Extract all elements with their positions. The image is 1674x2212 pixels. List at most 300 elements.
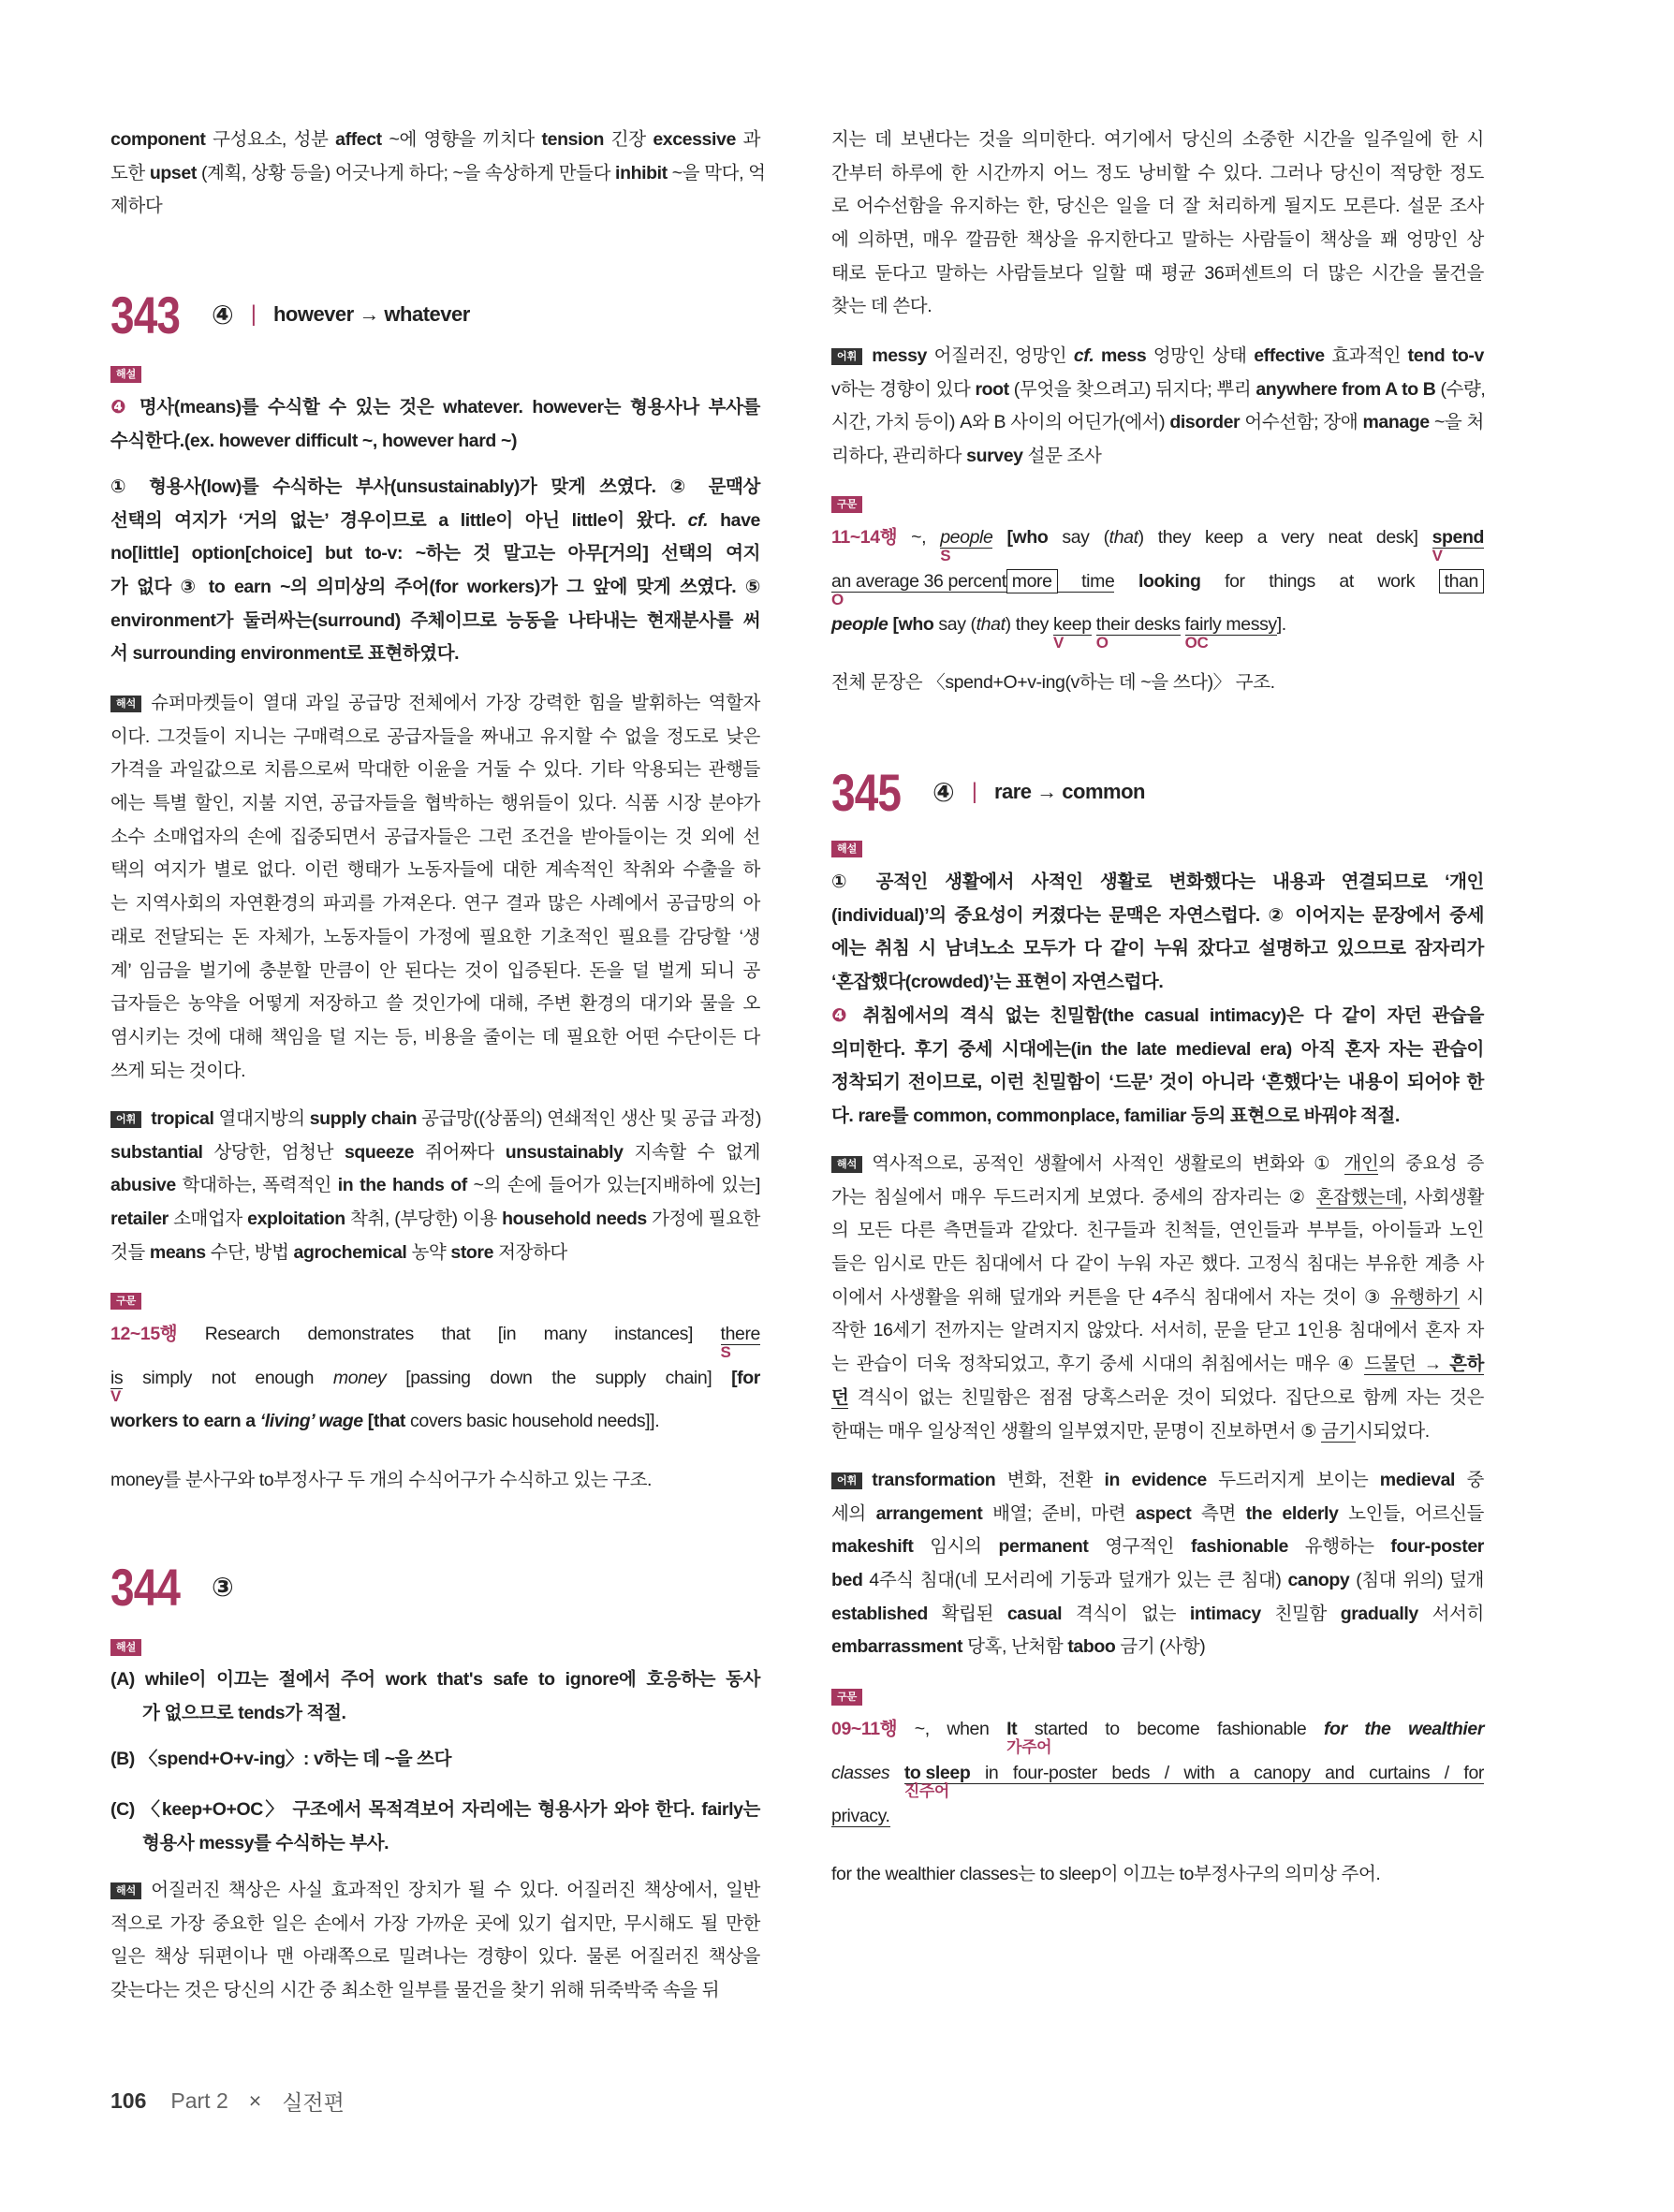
text-run: money를 분사구와 to부정사구 두 개의 수식어구가 수식하고 있는 구조. <box>110 1470 653 1490</box>
text-line <box>831 1498 1484 1531</box>
syntax-note <box>831 1858 1484 1892</box>
text-run: ~을 막다, 억 <box>667 162 766 183</box>
explanation-paragraph <box>831 866 1484 1000</box>
text-line <box>831 1248 1484 1282</box>
text-line <box>110 754 760 787</box>
text-line <box>831 1348 1484 1382</box>
text-run: , 사회생활 <box>1402 1186 1484 1208</box>
text-line <box>831 1797 1484 1841</box>
text-run: that <box>1109 527 1138 548</box>
text-run: 에는 특별 할인, 지불 지연, 공급자들을 협박하는 행위들이 있다. 식품 시장 분야가 <box>110 793 760 814</box>
answer-marker: ❹ <box>110 397 130 417</box>
text-run: 노인들, 어르신들 <box>1338 1502 1484 1524</box>
text-line <box>831 1000 1484 1033</box>
text-run: spend <box>1432 527 1484 548</box>
text-line <box>110 1359 760 1403</box>
annotated-phrase <box>720 1322 760 1361</box>
text-run: 가격을 과일값으로 치름으로써 막대한 이윤을 거둘 수 있다. 기타 악용되는 관행들 <box>110 759 760 781</box>
text-run: 로 어수선함을 유지하는 한, 당신은 일을 더 잘 처리하게 될지도 모른다. 설문 조사 <box>831 196 1484 217</box>
text-run: 배열; 준비, 마련 <box>982 1502 1136 1524</box>
text-run: (계획, 상황 등을) 어긋나게 하다; ~을 속상하게 만들다 <box>196 162 616 183</box>
text-run: 시되었다. <box>1356 1420 1430 1442</box>
text-run <box>1114 571 1138 592</box>
text-run: ① 형용사(low)를 수식하는 부사(unsustainably)가 맞게 쓰였다. ② 문맥상 <box>110 476 760 497</box>
text-run: 격식이 없는 <box>1062 1603 1190 1624</box>
text-line <box>831 374 1484 407</box>
text-line <box>110 687 760 721</box>
text-line <box>831 1564 1484 1598</box>
text-line <box>110 190 760 224</box>
text-run: 개인 <box>1344 1153 1379 1174</box>
text-run <box>889 1763 904 1783</box>
text-run: environment가 둘러싸는(surround) 주체이므로 능동을 나타내는 현재분사를 써 <box>110 609 760 631</box>
text-line <box>110 537 760 571</box>
text-run: 시간, 가치 등이) A와 B 사이의 어딘가(에서) <box>831 412 1170 433</box>
text-run: covers basic household needs]]. <box>405 1411 660 1431</box>
text-run: messy <box>872 345 927 366</box>
text-run: 제하다 <box>110 196 163 217</box>
explanation-paragraph <box>110 391 760 458</box>
text-run: 들은 임시로 만든 침대에서 다 같이 누워 자곤 했다. 고정식 침대는 부유한 계층 사 <box>831 1253 1484 1275</box>
text-run: gradually <box>1340 1603 1418 1624</box>
text-run: retailer <box>110 1209 169 1230</box>
section-label: 실전편 <box>282 2090 345 2115</box>
translation-paragraph <box>110 1874 760 2008</box>
text-line <box>110 471 760 505</box>
syntax-analysis <box>831 519 1484 650</box>
text-run: exploitation <box>247 1209 345 1230</box>
text-run: (individual)’의 중요성이 커졌다는 문맥은 자연스럽다. ② 이어지는 문장에서 중세 <box>831 904 1484 926</box>
text-run: 쓰게 되는 것이다. <box>110 1060 246 1081</box>
text-line <box>110 1743 760 1777</box>
text-run: excessive <box>653 129 736 150</box>
vocab-continuation <box>110 124 766 224</box>
text-line <box>110 1827 760 1861</box>
text-line <box>831 1033 1484 1067</box>
text-run: 래로 전달되는 돈 자체가, 노동자들이 가정에 필요한 기초적인 필요를 감당할 ‘생 <box>110 926 760 947</box>
text-run: money <box>332 1367 387 1388</box>
text-run: 변화, 전환 <box>995 1470 1105 1490</box>
text-run: 격식이 없는 친밀함은 점점 당혹스러운 것이 되었다. 집단으로 함께 자는 것은 <box>848 1386 1484 1408</box>
grammar-label: V <box>110 1386 121 1405</box>
text-run: 쥐어짜다 <box>414 1141 506 1163</box>
text-run: squeeze <box>344 1141 415 1163</box>
text-run: 이다. 그것들이 지니는 구매력으로 공급자들을 짜내고 유지할 수 없을 정도로 낮은 <box>110 725 760 747</box>
text-run: 갖는다는 것은 당신의 시간 중 최소한 일부를 물건을 찾기 위해 뒤죽박죽 속을 뒤 <box>110 1980 720 2001</box>
text-run: root <box>975 378 1009 400</box>
text-line <box>110 1402 760 1446</box>
text-line <box>831 1100 1484 1134</box>
text-line <box>110 721 760 754</box>
text-line <box>110 505 760 538</box>
text-run: 소매업자 <box>168 1209 248 1230</box>
text-run: canopy <box>1287 1570 1350 1591</box>
text-run: ‘living’ wage <box>259 1411 363 1431</box>
text-run: 중 <box>1455 1470 1484 1490</box>
text-run: agrochemical <box>293 1241 407 1263</box>
text-line <box>110 1794 760 1827</box>
text-line <box>831 406 1484 440</box>
text-line <box>831 1066 1484 1100</box>
text-run: 두드러지게 보이는 <box>1206 1470 1380 1490</box>
separator: | <box>250 301 257 327</box>
text-run: 는 관습이 더욱 정착되었고, 후기 중세 시대의 취침에서는 매우 ④ <box>831 1354 1365 1375</box>
text-line <box>110 637 760 671</box>
text-run: people <box>831 614 888 635</box>
text-run: permanent <box>998 1536 1089 1558</box>
text-line <box>110 1237 760 1270</box>
text-run: 친밀함 <box>1260 1603 1341 1624</box>
text-line <box>831 224 1484 257</box>
text-line <box>831 606 1484 650</box>
text-run: 영구적인 <box>1088 1536 1191 1558</box>
text-run: abusive <box>110 1175 176 1196</box>
explanation-paragraph <box>110 471 760 671</box>
annotated-phrase <box>1095 612 1181 652</box>
text-run: 소수 소매업자의 손에 집중되면서 공급자들은 그런 조건을 받아들이는 것 외에 선 <box>110 826 760 847</box>
text-run: cf. <box>1073 345 1094 366</box>
text-run: 형용사 messy를 수식하는 부사. <box>142 1832 389 1853</box>
text-run: affect <box>335 129 382 150</box>
text-run: transformation <box>872 1470 996 1490</box>
text-run: 태로 둔다고 말하는 사람들보다 일할 때 평균 36퍼센트의 더 많은 시간을 물건을 <box>831 262 1484 284</box>
text-run: casual <box>1006 1603 1063 1624</box>
explanation-item-c <box>110 1794 760 1860</box>
text-line <box>110 1974 760 2008</box>
text-run: 작한 16세기 전까지는 알려지지 않았다. 서서히, 문을 닫고 1인용 침대에서 혼자 자 <box>831 1320 1484 1341</box>
text-run: than <box>1439 569 1484 593</box>
text-run: ‘혼잡했다(crowded)’는 표현이 자연스럽다. <box>831 972 1164 993</box>
correction-summary: however → whatever <box>272 302 470 326</box>
text-run: say ( <box>933 614 976 635</box>
text-run: 염시키는 것에 대해 책임을 덜 지는 등, 비용을 줄이는 데 필요한 어떤 수단이든 다 <box>110 1026 760 1047</box>
text-line <box>110 1203 760 1237</box>
text-line <box>831 190 1484 224</box>
text-run: 어질러진 책상은 사실 효과적인 장치가 될 수 있다. 어질러진 책상에서, 일반 <box>151 1880 760 1900</box>
question-number: 345 <box>831 762 902 822</box>
answer-choice: ④ <box>932 777 955 807</box>
separator: | <box>971 779 977 804</box>
text-line <box>831 157 1484 191</box>
answer-choice: ③ <box>212 1572 234 1602</box>
text-run: the elderly <box>1245 1502 1339 1524</box>
text-run: 슈퍼마켓들이 열대 과일 공급망 전체에서 가장 강력한 힘을 발휘하는 역할자 <box>151 693 760 713</box>
text-line <box>110 955 760 989</box>
syntax-badge: 구문 <box>831 1689 862 1706</box>
answer-choice: ④ <box>212 300 234 330</box>
text-run: established <box>831 1603 928 1624</box>
text-run: looking <box>1138 570 1201 592</box>
text-run: 학대하는, 폭력적인 <box>175 1175 338 1196</box>
text-line <box>831 1214 1484 1248</box>
text-run: 상당한, 엄청난 <box>202 1141 345 1163</box>
text-run: [who <box>892 614 934 635</box>
text-line <box>110 1874 760 1908</box>
text-line <box>110 571 760 605</box>
text-run: mess <box>1100 345 1147 366</box>
annotated-phrase <box>110 1366 124 1405</box>
text-line <box>110 1697 760 1731</box>
explanation-paragraph <box>831 1000 1484 1134</box>
text-run: 의미한다. 후기 중세 시대에는(in the late medieval era) 아직 혼자 자는 관습이 <box>831 1038 1484 1060</box>
text-line <box>831 1710 1484 1754</box>
text-run: 공급망((상품의) 연쇄적인 생산 및 공급 과정) <box>417 1108 762 1129</box>
text-run: 적으로 가장 중요한 일은 손에서 가장 가까운 곳에 있기 쉽지만, 무시해도 될 만한 <box>110 1912 760 1934</box>
text-run: 다. rare를 common, commonplace, familiar 등의 표현으로 바꿔야 적절. <box>831 1106 1400 1127</box>
text-run: 설문 조사 <box>1022 446 1102 467</box>
text-line <box>110 391 760 425</box>
text-run: ~을 처 <box>1429 412 1484 433</box>
text-line <box>110 1055 760 1089</box>
annotated-phrase <box>903 1761 971 1800</box>
grammar-label: O <box>1095 634 1109 652</box>
text-run: 서 surrounding environment로 표현하였다. <box>110 643 460 665</box>
text-run: 당혹, 난처함 <box>962 1636 1068 1658</box>
text-run: ① 공적인 생활에서 사적인 생활로 변화했다는 내용과 연결되므로 ‘개인 <box>831 872 1484 892</box>
text-run: 어질러진, 엉망인 <box>926 345 1074 366</box>
text-run: 에는 취침 시 남녀노소 모두가 다 같이 누워 잤다고 설명하고 있으므로 잠자리가 <box>831 938 1484 960</box>
question-343-header <box>110 286 760 344</box>
text-line <box>110 1021 760 1055</box>
text-run: 09~11행 <box>831 1719 898 1739</box>
text-run: 선택의 여지가 ‘거의 없는’ 경우이므로 a little이 아닌 little이 왔다. <box>110 509 688 531</box>
text-line <box>831 1282 1484 1315</box>
explanation-badge: 해설 <box>110 366 141 383</box>
text-run: [for <box>731 1367 760 1388</box>
text-run: 가정에 필요한 <box>646 1209 760 1230</box>
text-run: 한때는 매우 일상적인 생활의 일부였지만, 문명이 진보하면서 ⑤ <box>831 1420 1322 1442</box>
text-run: 의 모든 다른 측면들과 같았다. 친구들과 친척들, 연인들과 부부들, 아이들과 노인 <box>831 1220 1484 1241</box>
text-line <box>831 1148 1484 1181</box>
text-run: 전체 문장은 〈spend+O+v-ing(v하는 데 ~을 쓰다)〉 구조. <box>831 672 1275 693</box>
explanation-badge: 해설 <box>831 841 862 857</box>
explanation-item-a <box>110 1663 760 1730</box>
text-run: 열대지방의 <box>213 1108 310 1129</box>
text-line <box>110 605 760 638</box>
text-run: workers to earn a <box>110 1411 260 1431</box>
question-344-header <box>110 1558 760 1616</box>
explanation-item-b <box>110 1743 760 1777</box>
text-run: for the wealthier <box>1323 1719 1485 1739</box>
text-run: 긴장 <box>604 129 653 150</box>
page-number: 106 <box>110 2088 147 2113</box>
text-run: 던 <box>831 1386 849 1408</box>
question-345-header <box>831 763 1484 821</box>
annotated-phrase <box>831 569 1006 608</box>
text-run: to sleep <box>903 1762 971 1783</box>
section-badge: 해석 <box>831 1156 862 1173</box>
text-run <box>1094 345 1101 366</box>
annotated-phrase <box>1184 612 1277 652</box>
text-line <box>110 988 760 1021</box>
text-run: 급자들은 농약을 어떻게 저장하고 쓸 것인가에 대해, 주변 환경의 대기와 물을 오 <box>110 993 760 1015</box>
syntax-note <box>110 1464 760 1498</box>
text-run: time <box>1057 570 1115 592</box>
text-line <box>110 1908 760 1941</box>
text-run: 농약 <box>406 1241 451 1263</box>
text-line <box>831 1598 1484 1632</box>
grammar-label: O <box>831 590 844 608</box>
text-line <box>831 257 1484 291</box>
text-run: 금기 (사항) <box>1115 1636 1206 1658</box>
text-run: 4주식 침대(네 모서리에 기둥과 덮개가 있는 큰 침대) <box>862 1570 1288 1591</box>
text-run: ~에 영향을 끼치다 <box>381 129 542 150</box>
annotated-phrase <box>1052 612 1092 652</box>
text-run: 구성요소, 성분 <box>205 129 336 150</box>
text-run <box>992 527 1006 548</box>
text-line <box>110 157 766 191</box>
text-run: component <box>110 129 206 150</box>
text-run: 저장하다 <box>493 1241 567 1263</box>
text-run: 과 <box>735 129 761 150</box>
text-run: 가 없으므로 tends가 적절. <box>142 1702 346 1723</box>
text-run: 가는 침실에서 매우 두드러지게 보였다. 중세의 잠자리는 ② <box>831 1186 1316 1208</box>
text-run: 착취, (부당한) 이용 <box>345 1209 503 1230</box>
text-line <box>110 1941 760 1974</box>
text-run: 명사(means)를 수식할 수 있는 것은 whatever. however는 형용사나 부사를 <box>130 397 760 417</box>
text-run: for the wealthier classes는 to sleep이 이끄는 to부정사구의 의미상 주어. <box>831 1864 1381 1884</box>
text-line <box>110 821 760 855</box>
text-run: in four-poster beds / with a canopy and curtains / for <box>970 1762 1484 1783</box>
text-run: 도한 <box>110 162 150 183</box>
grammar-label: 진주어 <box>903 1781 949 1800</box>
text-line <box>110 1136 760 1170</box>
section-badge: 해석 <box>110 696 141 712</box>
text-run: four-poster <box>1390 1536 1484 1558</box>
text-run: an average 36 percent <box>831 570 1006 592</box>
text-run: disorder <box>1169 412 1241 433</box>
text-line <box>110 787 760 821</box>
text-run: classes <box>831 1762 890 1783</box>
text-run: 효과적인 <box>1324 345 1408 366</box>
translation-continuation <box>831 124 1484 324</box>
text-run: 12~15행 <box>110 1324 178 1344</box>
text-run: 엉망인 상태 <box>1146 345 1255 366</box>
text-run: keep <box>1052 614 1092 635</box>
text-run: 간부터 하루에 한 시간까지 어느 정도 낭비할 수 있다. 그러나 당신이 적당한 정도 <box>831 162 1484 183</box>
text-line <box>831 1858 1484 1892</box>
text-line <box>110 1663 760 1697</box>
grammar-label: S <box>720 1343 731 1361</box>
text-run: ) they keep a very neat desk] <box>1138 527 1432 548</box>
text-line <box>831 1754 1484 1798</box>
text-run: arrangement <box>875 1502 983 1524</box>
text-run: tension <box>541 129 605 150</box>
text-line <box>110 854 760 887</box>
text-run: ~의 손에 들어가 있는[지배하에 있는] <box>466 1175 760 1196</box>
grammar-label: V <box>1052 634 1064 652</box>
text-run: for things at work <box>1200 570 1439 592</box>
text-run: privacy. <box>831 1806 890 1826</box>
text-run: is <box>110 1367 124 1388</box>
text-run: 유행하기 <box>1389 1286 1460 1308</box>
text-line <box>110 1464 760 1498</box>
grammar-label: S <box>940 547 951 564</box>
text-line <box>831 124 1484 157</box>
text-line <box>831 1181 1484 1215</box>
separator: × <box>248 2088 262 2113</box>
text-run: their desks <box>1095 614 1181 635</box>
translation-paragraph <box>831 1148 1484 1448</box>
text-run: 11~14행 <box>831 527 898 548</box>
text-run: taboo <box>1067 1636 1116 1658</box>
text-run: supply chain <box>309 1108 418 1129</box>
text-line <box>831 932 1484 966</box>
text-run: 계’ 임금을 벌기에 충분할 만큼이 안 된다는 것이 입증된다. 돈을 덜 벌게 되니 공 <box>110 960 760 981</box>
text-line <box>831 519 1484 563</box>
text-run: 가 없다 ③ to earn ~의 의미상의 주어(for workers)가 그 앞에 맞게 쓰였다. ⑤ <box>110 577 760 598</box>
answer-marker: ❹ <box>831 1005 853 1026</box>
grammar-label: 가주어 <box>1006 1738 1052 1756</box>
text-run: there <box>720 1324 760 1344</box>
text-run: It <box>1006 1719 1018 1739</box>
text-run: have <box>708 509 760 531</box>
text-line <box>831 966 1484 1000</box>
vocabulary-list <box>831 340 1484 474</box>
text-run: 수단, 방법 <box>205 1241 294 1263</box>
text-run: 어수선함; 장애 <box>1240 412 1363 433</box>
text-run: 는 지역사회의 자연환경의 파괴를 가져온다. 연구 결과 많은 사례에서 공급망의 아 <box>110 893 760 915</box>
section-badge: 해석 <box>110 1882 141 1899</box>
text-run: manage <box>1362 412 1430 433</box>
text-run: ~, <box>897 527 941 548</box>
page-footer <box>110 2086 345 2117</box>
text-run: effective <box>1254 345 1325 366</box>
text-run: cf. <box>687 509 709 531</box>
annotated-phrase <box>940 525 993 564</box>
text-run: 이에서 사생활을 위해 덮개와 커튼을 단 4주식 침대에서 자는 것이 ③ <box>831 1286 1390 1308</box>
text-run: tend to-v <box>1407 345 1484 366</box>
text-line <box>831 1415 1484 1449</box>
text-run: 역사적으로, 공적인 생활에서 사적인 생활로의 변화와 ① <box>872 1153 1344 1174</box>
text-run: fairly messy <box>1184 614 1277 635</box>
text-run: 리하다, 관리하다 <box>831 446 967 467</box>
text-run: anywhere from A to B <box>1256 378 1436 400</box>
text-run: 확립된 <box>927 1603 1007 1624</box>
text-run: ]. <box>1276 614 1286 635</box>
text-run: more <box>1006 569 1058 593</box>
text-line <box>831 900 1484 933</box>
text-line <box>831 1464 1484 1498</box>
syntax-badge: 구문 <box>831 496 862 513</box>
text-run: 것들 <box>110 1241 150 1263</box>
text-line <box>831 1531 1484 1564</box>
text-run: store <box>450 1241 494 1263</box>
translation-paragraph <box>110 687 760 1088</box>
text-run: (C) 〈keep+O+OC〉 구조에서 목적격보어 자리에는 형용사가 와야 한다. fairly는 <box>110 1799 760 1820</box>
text-run: 임시의 <box>913 1536 999 1558</box>
text-run: simply not enough <box>123 1367 333 1388</box>
text-run: 시 <box>1459 1286 1484 1308</box>
text-run: started to become fashionable <box>1017 1719 1324 1739</box>
text-run: 택의 여지가 별로 없다. 이런 행태가 노동자들에 대한 계속적인 착취와 수출을 하 <box>110 859 760 881</box>
text-run: say ( <box>1048 527 1109 548</box>
text-run: unsustainably <box>505 1141 624 1163</box>
text-line <box>831 440 1484 474</box>
text-run: 일은 책상 뒤편이나 맨 아래쪽으로 밀려나는 경향이 있다. 물론 어질러진 책상을 <box>110 1946 760 1968</box>
explanation-badge: 해설 <box>110 1639 141 1656</box>
text-run: 지속할 수 없게 <box>623 1141 760 1163</box>
text-line <box>831 1631 1484 1664</box>
text-line <box>110 1315 760 1359</box>
text-run: 측면 <box>1191 1502 1246 1524</box>
syntax-note <box>831 667 1484 700</box>
text-run: 찾는 데 쓴다. <box>831 296 932 317</box>
text-run: intimacy <box>1189 1603 1261 1624</box>
text-run: Research demonstrates that [in many instances] <box>177 1324 721 1344</box>
text-line <box>831 1314 1484 1348</box>
syntax-analysis <box>831 1710 1484 1841</box>
